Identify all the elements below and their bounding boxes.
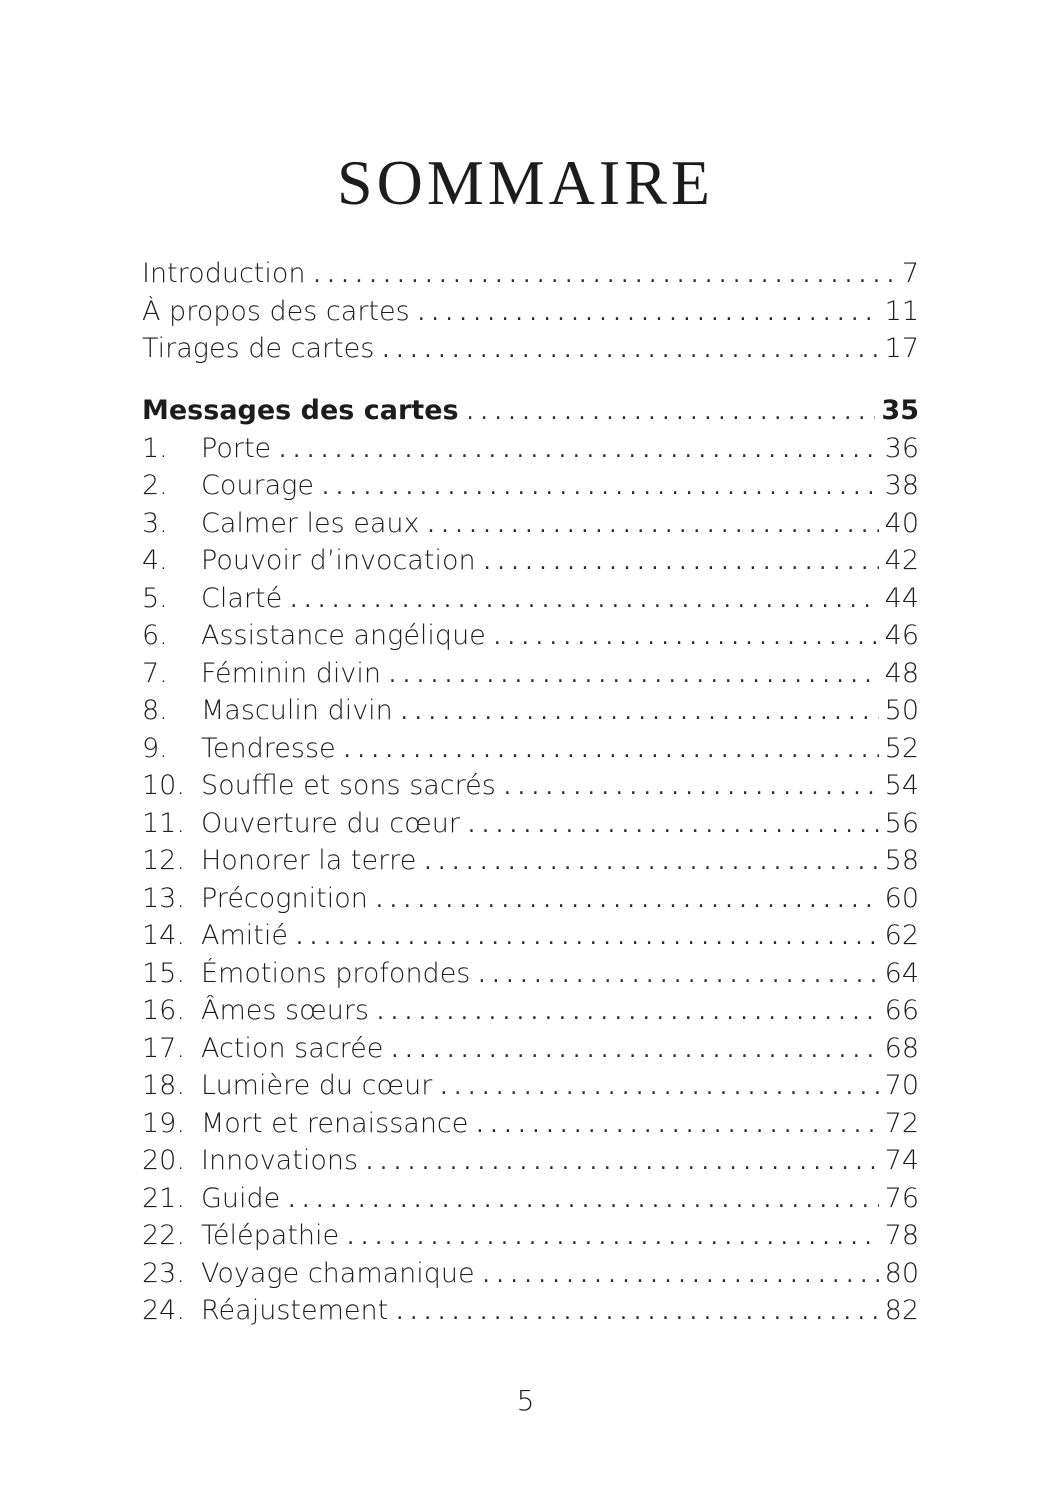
dot-leader: [376, 888, 879, 913]
toc-card-number: 3.: [142, 507, 168, 539]
dot-leader: [494, 625, 879, 650]
dot-leader: [484, 550, 879, 575]
toc-card-page: 46: [884, 620, 919, 651]
toc-card-number: 18.: [142, 1070, 185, 1101]
toc-card-label: Action sacrée: [201, 1032, 384, 1064]
toc-card-label: Courage: [201, 470, 314, 501]
toc-card-page: 58: [884, 845, 919, 876]
toc-card-number: 19.: [142, 1107, 185, 1139]
toc-card-label: Calmer les eaux: [201, 507, 420, 539]
toc-card-entry[interactable]: [142, 958, 919, 996]
toc-card-entry[interactable]: [142, 845, 919, 883]
toc-card-label: Émotions profondes: [201, 957, 471, 989]
toc-card-page: 52: [884, 732, 919, 764]
toc-card-entry[interactable]: [142, 920, 919, 958]
toc-card-page: 48: [884, 657, 919, 689]
dot-leader: [504, 775, 879, 800]
toc-card-label: Ouverture du cœur: [201, 807, 460, 839]
dot-leader: [483, 1263, 879, 1288]
dot-leader: [288, 1188, 878, 1213]
toc-card-page: 56: [884, 807, 919, 839]
dot-leader: [322, 475, 879, 500]
dot-leader: [279, 438, 879, 463]
toc-card-number: 2.: [142, 470, 168, 501]
toc-card-entry[interactable]: [142, 1033, 919, 1071]
toc-card-label: Souffle et sons sacrés: [201, 770, 496, 801]
dot-leader: [468, 813, 879, 838]
toc-card-number: 16.: [142, 995, 185, 1026]
toc-card-page: 62: [884, 920, 919, 951]
toc-card-label: Innovations: [201, 1145, 359, 1176]
toc-card-entry[interactable]: [142, 1183, 919, 1221]
dot-leader: [377, 1000, 879, 1025]
toc-card-entry[interactable]: [142, 808, 919, 846]
toc-card-number: 1.: [142, 432, 168, 464]
toc-card-label: Mort et renaissance: [201, 1107, 469, 1139]
toc-card-page: 74: [884, 1145, 919, 1176]
toc-card-label: Lumière du cœur: [201, 1070, 433, 1101]
toc-card-page: 82: [884, 1295, 919, 1326]
toc-card-entry[interactable]: [142, 470, 919, 508]
toc-card-number: 10.: [142, 770, 185, 801]
toc-card-number: 6.: [142, 620, 168, 651]
toc-entry[interactable]: [142, 296, 919, 334]
toc-entry[interactable]: [142, 258, 919, 296]
toc-card-entry[interactable]: [142, 583, 919, 621]
toc-card-label: Précognition: [201, 882, 368, 914]
toc-card-entry[interactable]: [142, 1295, 919, 1333]
toc-card-number: 14.: [142, 920, 185, 951]
toc-card-label: Féminin divin: [201, 657, 382, 689]
toc-card-entry[interactable]: [142, 733, 919, 771]
dot-leader: [428, 513, 879, 538]
toc-card-number: 23.: [142, 1257, 185, 1289]
toc-card-page: 68: [884, 1032, 919, 1064]
page-title: SOMMAIRE: [337, 147, 714, 218]
dot-leader: [382, 338, 878, 363]
toc-card-label: Masculin divin: [201, 695, 393, 726]
dot-leader: [478, 963, 878, 988]
toc-card-label: Télépathie: [201, 1220, 340, 1251]
dot-leader: [391, 1038, 878, 1063]
dot-leader: [347, 1225, 879, 1250]
toc-card-entry[interactable]: [142, 1070, 919, 1108]
toc-card-number: 15.: [142, 957, 185, 989]
page-number: 5: [516, 1384, 535, 1417]
toc-card-number: 9.: [142, 732, 168, 764]
toc-entry-label: Tirages de cartes: [142, 333, 375, 364]
toc-section-heading[interactable]: [142, 395, 919, 433]
dot-leader: [401, 700, 879, 725]
toc-card-number: 4.: [142, 545, 168, 576]
toc-card-entry[interactable]: [142, 995, 919, 1033]
toc-card-entry[interactable]: [142, 1145, 919, 1183]
toc-card-label: Voyage chamanique: [201, 1257, 475, 1289]
toc-front-matter: [142, 258, 919, 371]
dot-leader: [296, 925, 879, 950]
dot-leader: [440, 1075, 878, 1100]
toc-card-entry[interactable]: [142, 883, 919, 921]
toc-card-page: 76: [884, 1182, 919, 1214]
toc-card-number: 12.: [142, 845, 185, 876]
toc-card-label: Pouvoir d’invocation: [201, 545, 476, 576]
toc-card-number: 13.: [142, 882, 185, 914]
toc-card-entry[interactable]: [142, 658, 919, 696]
toc-card-entry[interactable]: [142, 545, 919, 583]
dot-leader: [424, 850, 878, 875]
toc-card-page: 70: [884, 1070, 919, 1101]
toc-entry-label: À propos des cartes: [142, 295, 410, 327]
toc-card-page: 42: [884, 545, 919, 576]
toc-card-number: 22.: [142, 1220, 185, 1251]
toc-card-number: 7.: [142, 657, 168, 689]
toc-card-label: Amitié: [201, 920, 288, 951]
toc-card-page: 40: [884, 507, 919, 539]
toc-card-number: 8.: [142, 695, 168, 726]
toc-card-entry[interactable]: [142, 508, 919, 546]
toc-card-page: 38: [884, 470, 919, 501]
toc-entry-label: Introduction: [142, 258, 306, 289]
toc-section-label: Messages des cartes: [142, 395, 459, 426]
toc-card-entry[interactable]: [142, 770, 919, 808]
toc-card-number: 17.: [142, 1032, 185, 1064]
toc-card-number: 24.: [142, 1295, 185, 1326]
dot-leader: [467, 400, 876, 425]
dot-leader: [314, 263, 896, 288]
toc-entry[interactable]: [142, 333, 919, 371]
toc-card-number: 11.: [142, 807, 185, 839]
toc-card-page: 78: [884, 1220, 919, 1251]
toc-section-page: 35: [881, 395, 919, 426]
toc-card-number: 20.: [142, 1145, 185, 1176]
toc-card-label: Clarté: [201, 582, 283, 614]
toc-card-label: Guide: [201, 1182, 281, 1214]
toc-card-entry[interactable]: [142, 620, 919, 658]
toc-card-entry[interactable]: [142, 433, 919, 471]
toc-card-number: 5.: [142, 582, 168, 614]
toc-card-page: 60: [884, 882, 919, 914]
dot-leader: [396, 1300, 878, 1325]
toc-card-messages: [142, 395, 919, 1333]
dot-leader: [290, 588, 878, 613]
toc-entry-page: 11: [884, 295, 919, 327]
toc-card-number: 21.: [142, 1182, 185, 1214]
toc-card-page: 72: [884, 1107, 919, 1139]
toc-card-page: 80: [884, 1257, 919, 1289]
toc-card-page: 44: [884, 582, 919, 614]
toc-card-label: Tendresse: [201, 732, 336, 764]
dot-leader: [344, 738, 879, 763]
toc-card-label: Réajustement: [201, 1295, 389, 1326]
toc-card-page: 50: [884, 695, 919, 726]
dot-leader: [476, 1113, 878, 1138]
toc-card-label: Porte: [201, 432, 272, 464]
toc-entry-page: 7: [901, 258, 919, 289]
toc-card-label: Âmes sœurs: [201, 995, 369, 1026]
toc-card-entry[interactable]: [142, 1108, 919, 1146]
toc-card-page: 66: [884, 995, 919, 1026]
toc-card-label: Honorer la terre: [201, 845, 417, 876]
toc-card-entry[interactable]: [142, 1258, 919, 1296]
toc-card-page: 36: [884, 432, 919, 464]
dot-leader: [389, 663, 879, 688]
toc-entry-page: 17: [884, 333, 919, 364]
toc-card-label: Assistance angélique: [201, 620, 486, 651]
dot-leader: [418, 301, 879, 326]
dot-leader: [366, 1150, 879, 1175]
toc-card-entry[interactable]: [142, 1220, 919, 1258]
toc-card-page: 64: [884, 957, 919, 989]
toc-card-entry[interactable]: [142, 695, 919, 733]
toc-card-page: 54: [884, 770, 919, 801]
